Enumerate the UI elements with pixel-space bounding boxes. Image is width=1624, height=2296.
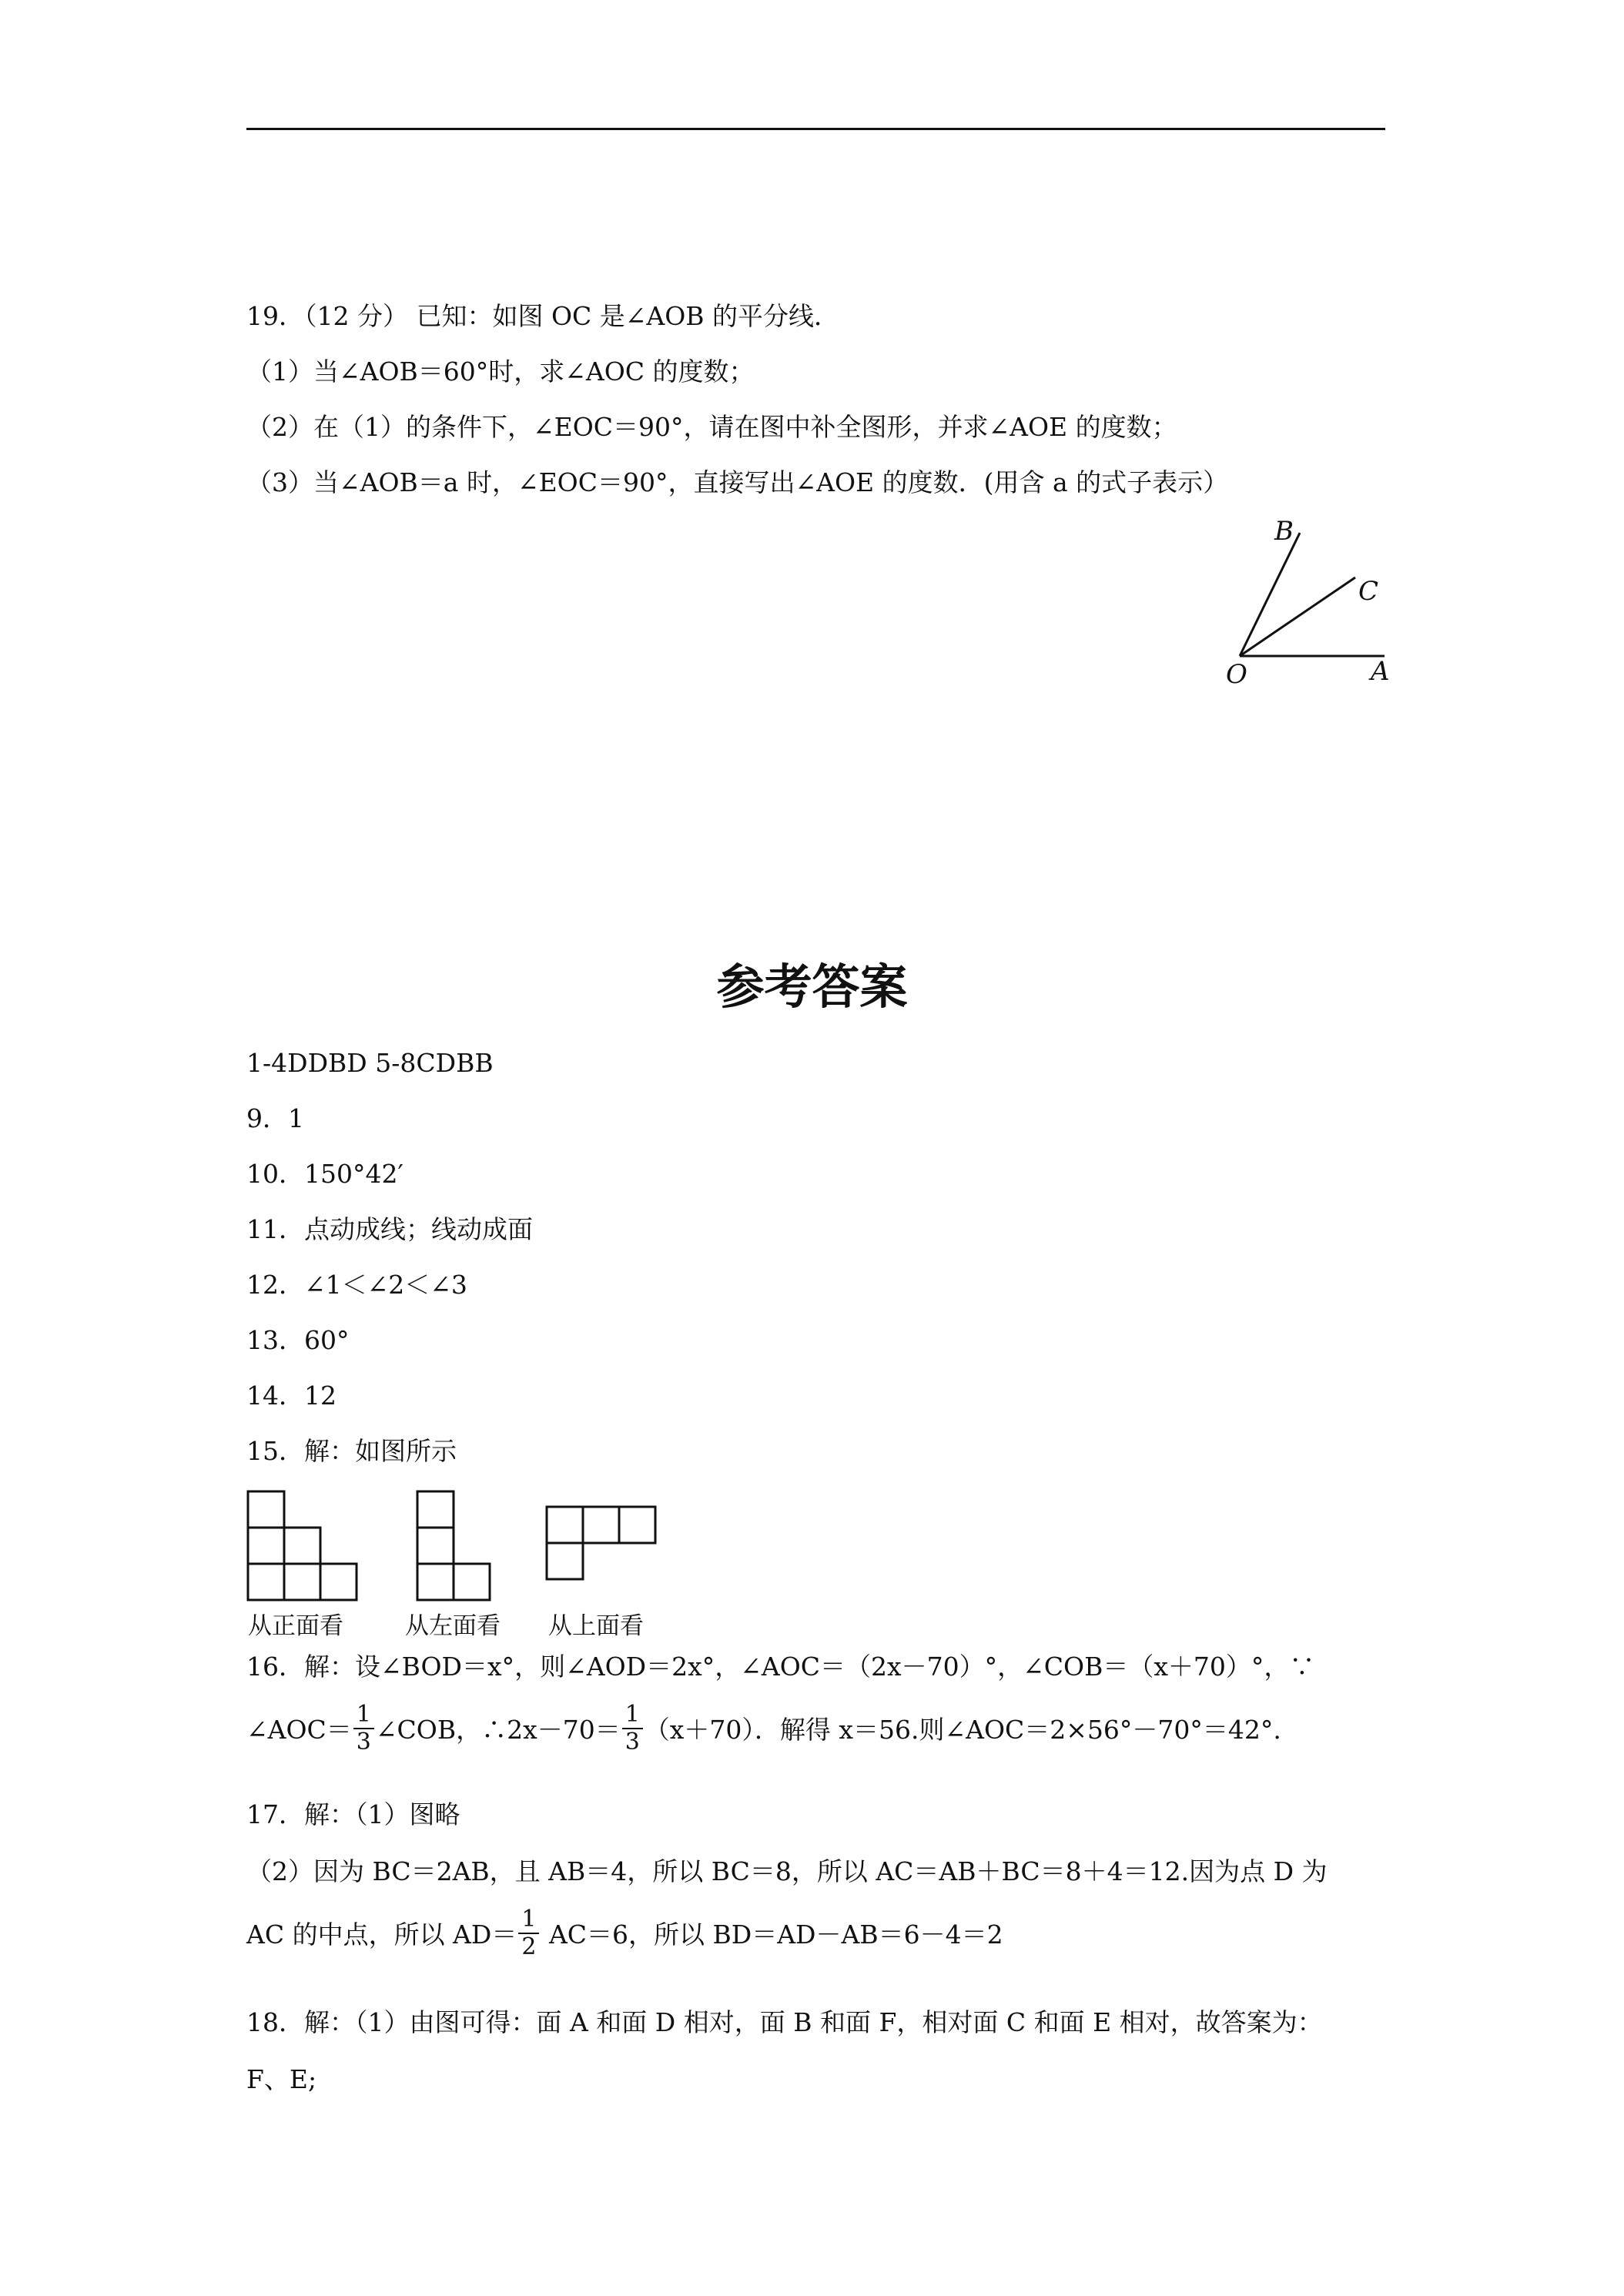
q19-stem: 19．（12 分） 已知：如图 OC 是∠AOB 的平分线． xyxy=(246,301,840,331)
frac-den: 2 xyxy=(521,1933,537,1960)
answer-1-8: 1-4DDBD 5-8CDBB xyxy=(246,1048,494,1078)
answer-15: 15．解：如图所示 xyxy=(246,1436,457,1466)
answer-9: 9．1 xyxy=(246,1103,304,1133)
a16-part-a: ∠AOC＝ xyxy=(246,1715,352,1745)
top-view-grid xyxy=(545,1505,661,1585)
fraction-one-third xyxy=(353,1702,374,1755)
ray-ob xyxy=(1240,533,1300,656)
left-view-grid xyxy=(416,1490,496,1602)
label-c: C xyxy=(1358,576,1379,607)
front-view-label: 从正面看 xyxy=(248,1612,343,1640)
answer-14: 14．12 xyxy=(246,1381,337,1411)
q19-part2: （2）在（1）的条件下，∠EOC＝90°，请在图中补全图形，并求∠AOE 的度数； xyxy=(246,412,1177,442)
label-o: O xyxy=(1226,659,1247,690)
answer-13: 13．60° xyxy=(246,1325,350,1355)
answer-10: 10．150°42′ xyxy=(246,1159,403,1189)
answer-12: 12．∠1＜∠2＜∠3 xyxy=(246,1270,467,1300)
q19-part1: （1）当∠AOB＝60°时，求∠AOC 的度数； xyxy=(246,356,755,387)
label-b: B xyxy=(1274,516,1294,547)
label-a: A xyxy=(1371,656,1390,687)
ray-oc xyxy=(1240,577,1355,656)
frac-num: 1 xyxy=(622,1702,643,1729)
frac-den: 3 xyxy=(624,1729,640,1755)
fraction-one-half xyxy=(518,1906,539,1960)
frac-num: 1 xyxy=(518,1906,539,1934)
frac-den: 3 xyxy=(356,1729,371,1755)
answer-17-line1: 17．解：（1）图略 xyxy=(246,1799,460,1829)
answer-17-line2: （2）因为 BC＝2AB，且 AB＝4，所以 BC＝8，所以 AC＝AB＋BC＝8＋4＝12.因为点 D 为 xyxy=(246,1856,1328,1886)
a16-part-c: （x＋70）．解得 x＝56.则∠AOC＝2×56°－70°＝42°. xyxy=(644,1715,1281,1745)
answer-18-line1: 18．解：（1）由图可得：面 A 和面 D 相对，面 B 和面 F，相对面 C 和面 E 相对，故答案为： xyxy=(246,2007,1323,2037)
a17-part-a: AC 的中点，所以 AD＝ xyxy=(246,1919,517,1950)
a16-part-b: ∠COB，∴2x－70＝ xyxy=(375,1715,621,1745)
left-view-label: 从左面看 xyxy=(405,1612,501,1640)
answer-17-line3 xyxy=(246,1906,1003,1963)
answer-16-line2 xyxy=(246,1701,1281,1759)
a17-part-b: AC＝6，所以 BD＝AD－AB＝6－4＝2 xyxy=(541,1919,1003,1950)
frac-num: 1 xyxy=(353,1702,374,1729)
header-rule xyxy=(246,128,1385,130)
answers-title: 参考答案 xyxy=(716,959,908,1015)
answer-16-line1: 16．解：设∠BOD＝x°，则∠AOD＝2x°，∠AOC＝（2x－70）°，∠COB＝（x＋70）°，∵ xyxy=(246,1652,1315,1682)
answer-11: 11．点动成线；线动成面 xyxy=(246,1214,533,1244)
front-view-grid xyxy=(246,1490,362,1602)
q19-part3: （3）当∠AOB＝a 时，∠EOC＝90°，直接写出∠AOE 的度数．(用含 a 的式子表示） xyxy=(246,467,1229,497)
fraction-one-third-2 xyxy=(622,1702,643,1755)
top-view-label: 从上面看 xyxy=(548,1612,644,1640)
answer-18-line2: F、E; xyxy=(246,2064,317,2094)
